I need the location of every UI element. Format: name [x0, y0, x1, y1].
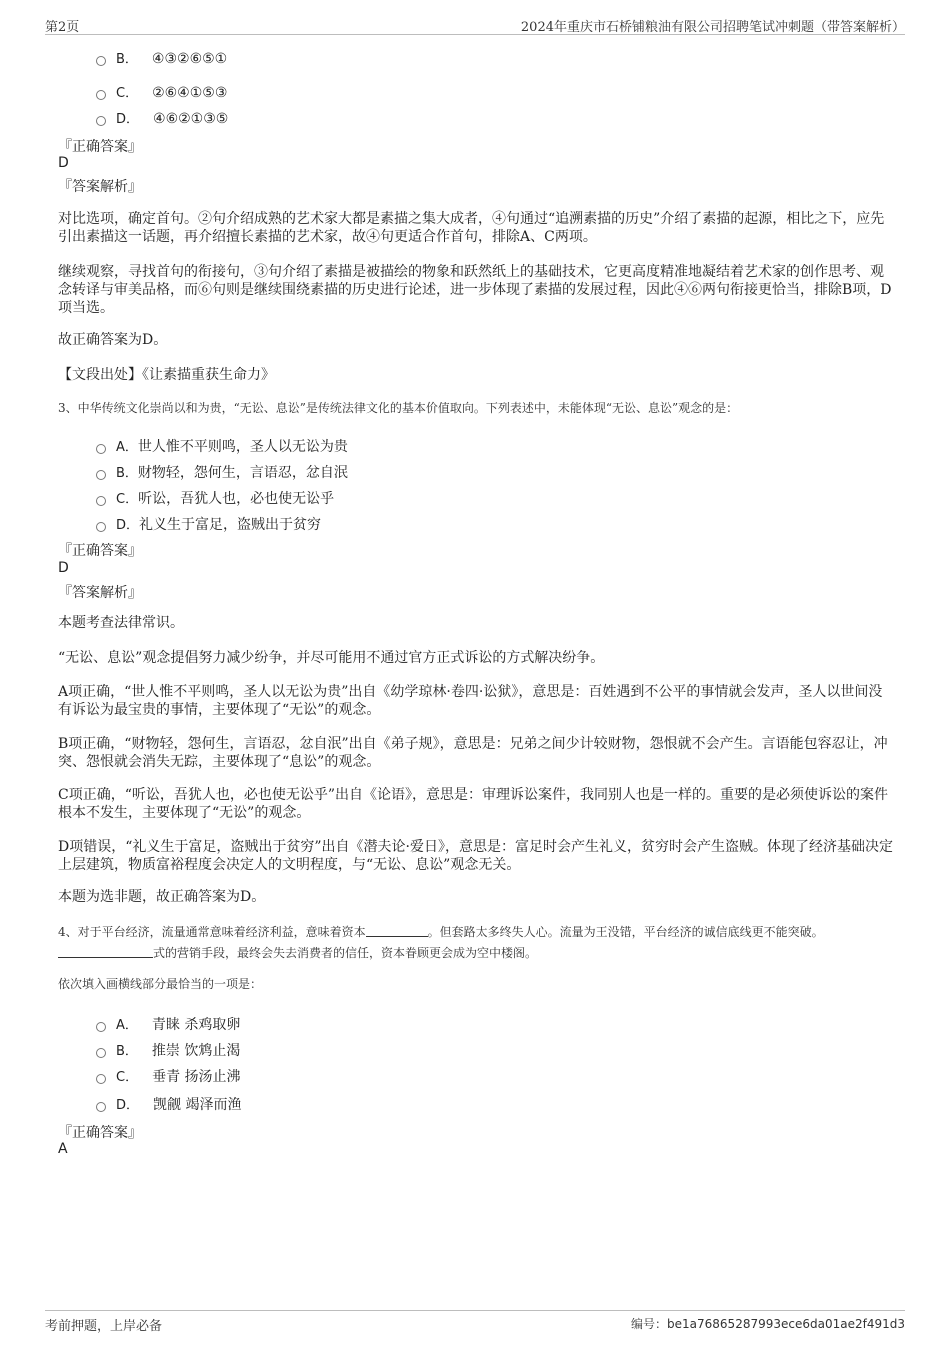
q4-option-b[interactable]: B． 推崇 饮鸩止渴	[96, 1040, 240, 1060]
page-number: 第2页	[45, 20, 80, 35]
q3-answer: D	[58, 560, 69, 576]
q2-source: 【文段出处】《让素描重获生命力》	[58, 367, 275, 383]
radio-icon[interactable]	[96, 116, 106, 126]
q3-option-a[interactable]: A．世人惟不平则鸣，圣人以无讼为贵	[96, 436, 348, 456]
radio-icon[interactable]	[96, 1102, 106, 1112]
q4-option-c[interactable]: C． 垂青 扬汤止沸	[96, 1066, 241, 1086]
q4-stem: 4、对于平台经济，流量通常意味着经济利益，意味着资本 。但套路太多终失人心。流量为王没错，平台经济的诚信底线更不能突破。式的营销手段，最终会失去消费者的信任，资本眷顾更会成为空中楼阁。	[58, 925, 824, 960]
q2-option-c[interactable]: C． ②⑥④①⑤③	[96, 82, 227, 101]
q3-option-c[interactable]: C．听讼，吾犹人也，必也使无讼乎	[96, 488, 334, 508]
q3-analysis-paragraph: 本题为选非题，故正确答案为D。	[58, 889, 266, 905]
q2-analysis-label: 『答案解析』	[58, 179, 142, 195]
q3-analysis-paragraph: “无讼、息讼”观念提倡努力减少纷争，并尽可能用不通过官方正式诉讼的方式解决纷争。	[58, 650, 605, 666]
q4-answer-label: 『正确答案』	[58, 1125, 142, 1141]
q4-instruction: 依次填入画横线部分最恰当的一项是：	[58, 977, 263, 991]
fill-blank-2[interactable]	[58, 945, 153, 958]
q4-answer: A	[58, 1141, 68, 1157]
q4-option-d[interactable]: D． 觊觎 竭泽而渔	[96, 1094, 241, 1114]
radio-icon[interactable]	[96, 522, 106, 532]
radio-icon[interactable]	[96, 1048, 106, 1058]
radio-icon[interactable]	[96, 496, 106, 506]
q2-option-b[interactable]: B． ④③②⑥⑤①	[96, 48, 227, 67]
radio-icon[interactable]	[96, 1022, 106, 1032]
q3-analysis-paragraph: C项正确，“听讼，吾犹人也，必也使无讼乎”出自《论语》，意思是：审理诉讼案件，我同别人也是一样的。重要的是必须使诉讼的案件根本不发生，主要体现了“无讼”的观念。	[58, 787, 889, 821]
q3-analysis-label: 『答案解析』	[58, 585, 142, 601]
q2-analysis-paragraph: 继续观察，寻找首句的衔接句，③句介绍了素描是被描绘的物象和跃然纸上的基础技术，它更高度精准地凝结着艺术家的创作思考、观念转译与审美品格，而⑥句则是继续围绕素描的历史进行论述，进一步体现了素描的发展过程，因此④⑥两句衔接更恰当，排除B项，D项当选。	[58, 264, 892, 316]
radio-icon[interactable]	[96, 444, 106, 454]
document-title: 2024年重庆市石桥铺粮油有限公司招聘笔试冲刺题（带答案解析）	[520, 20, 905, 35]
q3-analysis-paragraph: 本题考查法律常识。	[58, 615, 184, 631]
radio-icon[interactable]	[96, 90, 106, 100]
q3-option-d[interactable]: D．礼义生于富足，盗贼出于贫穷	[96, 514, 321, 534]
document-id: 编号：be1a76865287993ece6da01ae2f491d3	[631, 1317, 905, 1331]
q3-option-b[interactable]: B．财物轻，怨何生，言语忍，忿自泯	[96, 462, 348, 482]
q2-answer: D	[58, 155, 69, 171]
radio-icon[interactable]	[96, 1074, 106, 1084]
q3-analysis-paragraph: B项正确，“财物轻，怨何生，言语忍，忿自泯”出自《弟子规》，意思是：兄弟之间少计较财物，怨恨就不会产生。言语能包容忍让，冲突、怨恨就会消失无踪，主要体现了“息讼”的观念。	[58, 736, 888, 770]
q3-answer-label: 『正确答案』	[58, 543, 142, 559]
page-header	[45, 14, 905, 35]
q2-analysis-paragraph: 故正确答案为D。	[58, 332, 168, 348]
q3-analysis-paragraph: D项错误，“礼义生于富足，盗贼出于贫穷”出自《潜夫论·爱日》，意思是：富足时会产生礼义，贫穷时会产生盗贼。体现了经济基础决定上层建筑，物质富裕程度会决定人的文明程度，与“无讼、息讼”观念无关。	[58, 839, 893, 873]
q2-analysis-paragraph: 对比选项，确定首句。②句介绍成熟的艺术家大都是素描之集大成者，④句通过“追溯素描的历史”介绍了素描的起源，相比之下，应先引出素描这一话题，再介绍擅长素描的艺术家，故④句更适合作首句，排除A、C两项。	[58, 211, 885, 245]
q4-option-a[interactable]: A． 青睐 杀鸡取卵	[96, 1014, 240, 1034]
q3-stem: 3、中华传统文化崇尚以和为贵，“无讼、息讼”是传统法律文化的基本价值取向。下列表述中，未能体现“无讼、息讼”观念的是：	[58, 401, 739, 415]
q3-analysis-paragraph: A项正确，“世人惟不平则鸣，圣人以无讼为贵”出自《幼学琼林·卷四·讼狱》，意思是：百姓遇到不公平的事情就会发声，圣人以世间没有诉讼为最宝贵的事情，主要体现了“无讼”的观念。	[58, 684, 883, 718]
radio-icon[interactable]	[96, 470, 106, 480]
radio-icon[interactable]	[96, 56, 106, 66]
footer-slogan: 考前押题，上岸必备	[45, 1319, 163, 1334]
fill-blank-1[interactable]	[366, 924, 428, 937]
q2-answer-label: 『正确答案』	[58, 139, 142, 155]
page-footer	[45, 1310, 905, 1333]
q2-option-d[interactable]: D． ④⑥②①③⑤	[96, 108, 228, 127]
